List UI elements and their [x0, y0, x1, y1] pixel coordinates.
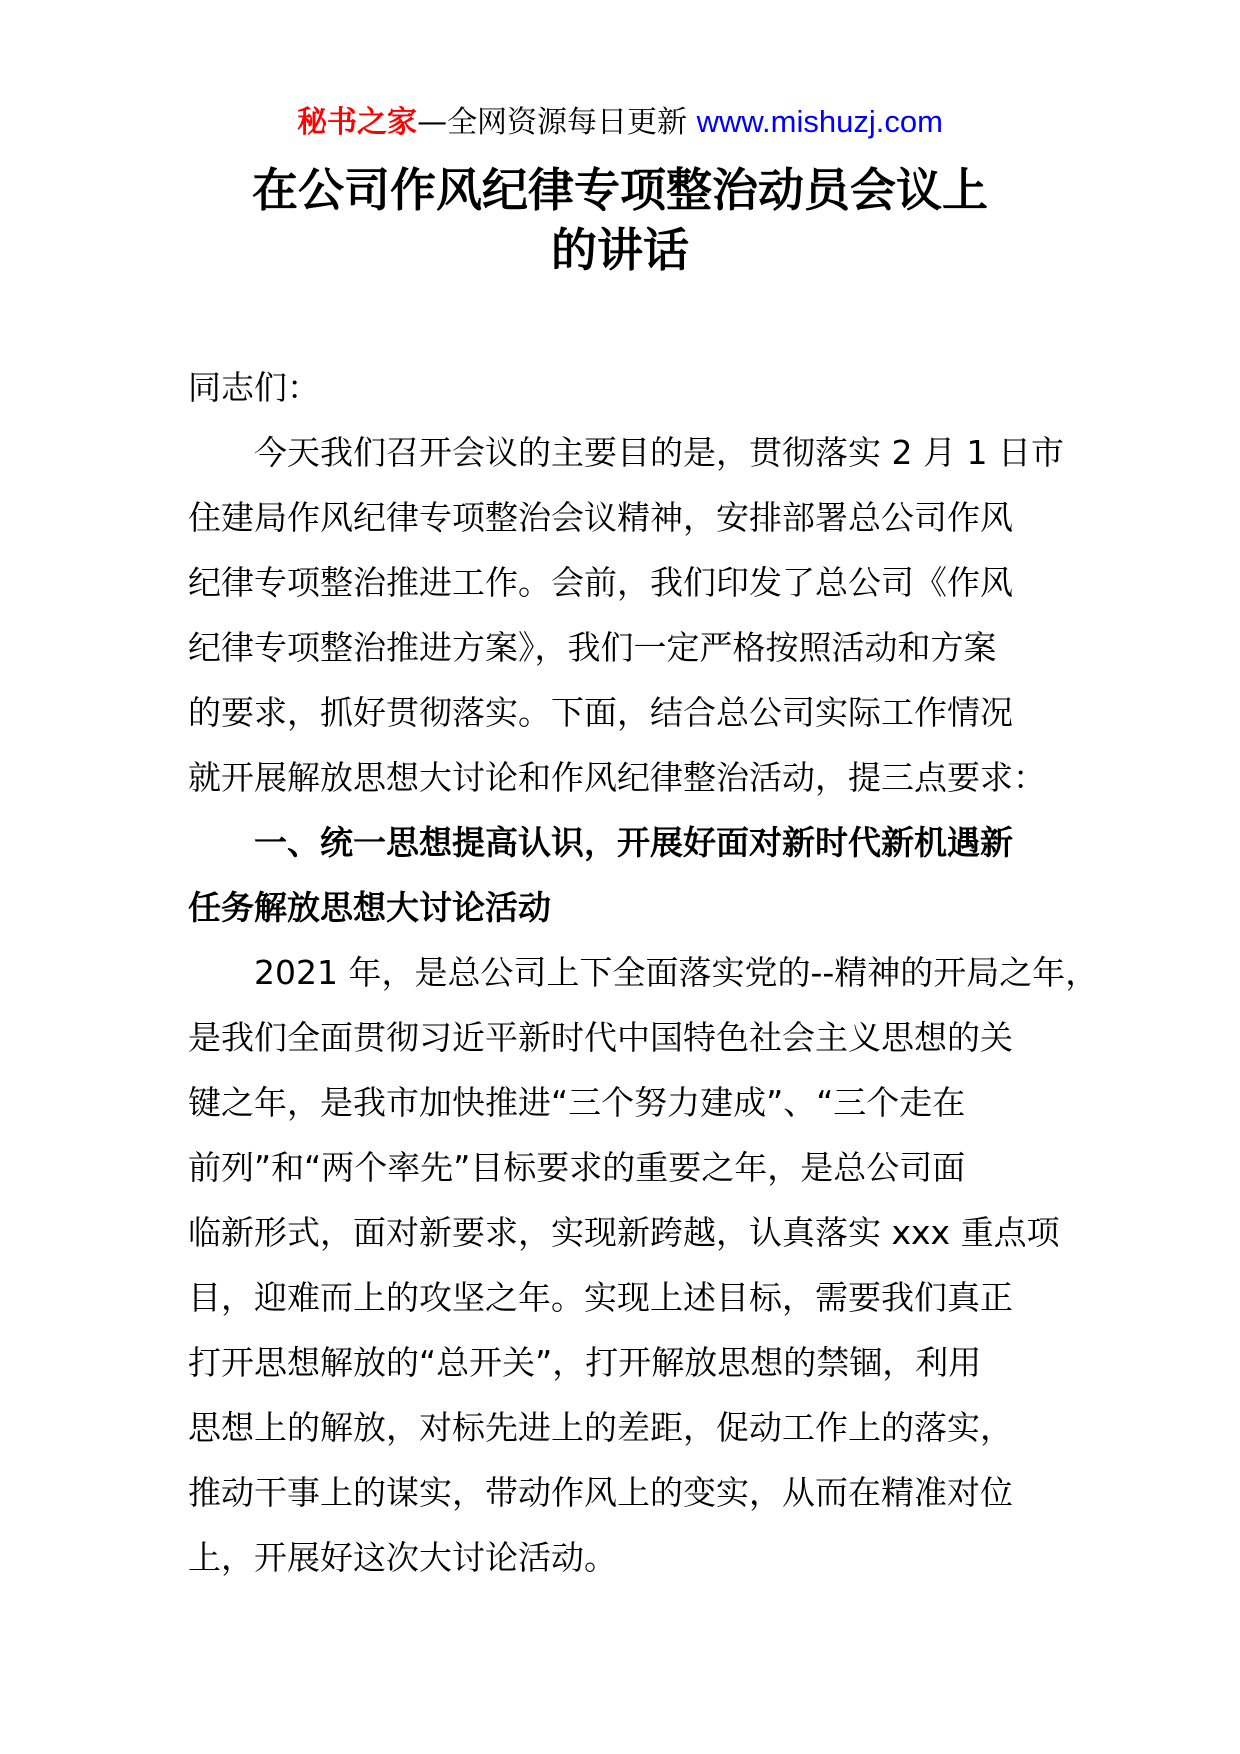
- paragraph-line: 前列”和“两个率先”目标要求的重要之年，是总公司面: [188, 1148, 966, 1187]
- paragraph-line: 临新形式，面对新要求，实现新跨越，认真落实 xxx 重点项: [188, 1213, 1060, 1252]
- document-title: [0, 160, 1240, 280]
- paragraph-line: 是我们全面贯彻习近平新时代中国特色社会主义思想的关: [188, 1018, 1013, 1057]
- heading-line: 任务解放思想大讨论活动: [188, 888, 551, 927]
- header-tagline: —全网资源每日更新: [417, 105, 697, 140]
- paragraph-line: 的要求，抓好贯彻落实。下面，结合总公司实际工作情况: [188, 693, 1013, 732]
- site-url-link[interactable]: www.mishuzj.com: [696, 104, 943, 139]
- paragraph-intro: [188, 420, 1064, 810]
- paragraph-line: 上，开展好这次大讨论活动。: [188, 1538, 617, 1577]
- site-header: [0, 100, 1240, 145]
- paragraph-line: 纪律专项整治推进工作。会前，我们印发了总公司《作风: [188, 563, 1013, 602]
- document-body: [188, 355, 1099, 1590]
- title-line-2: 的讲话: [551, 223, 689, 277]
- paragraph-line: 打开思想解放的“总开关”，打开解放思想的禁锢，利用: [188, 1343, 982, 1382]
- paragraph-line: 推动干事上的谋实，带动作风上的变实，从而在精准对位: [188, 1473, 1013, 1512]
- heading-line: 一、统一思想提高认识，开展好面对新时代新机遇新: [254, 823, 1013, 862]
- title-line-1: 在公司作风纪律专项整治动员会议上: [252, 163, 988, 217]
- brand-name: 秘书之家: [297, 105, 418, 140]
- paragraph-line: 2021 年，是总公司上下全面落实党的--精神的开局之年，: [254, 953, 1099, 992]
- paragraph-line: 思想上的解放，对标先进上的差距，促动工作上的落实，: [188, 1408, 1013, 1447]
- paragraph-line: 住建局作风纪律专项整治会议精神，安排部署总公司作风: [188, 498, 1013, 537]
- paragraph-line: 目，迎难而上的攻坚之年。实现上述目标，需要我们真正: [188, 1278, 1013, 1317]
- paragraph-line: 就开展解放思想大讨论和作风纪律整治活动，提三点要求：: [188, 758, 1046, 797]
- paragraph-line: 纪律专项整治推进方案》，我们一定严格按照活动和方案: [188, 628, 997, 667]
- paragraph-line: 今天我们召开会议的主要目的是，贯彻落实 2 月 1 日市: [254, 433, 1064, 472]
- section-heading-1: [188, 810, 1058, 940]
- paragraph-section-1: [188, 940, 1099, 1590]
- paragraph-line: 键之年，是我市加快推进“三个努力建成”、“三个走在: [188, 1083, 966, 1122]
- greeting: 同志们：: [188, 368, 320, 407]
